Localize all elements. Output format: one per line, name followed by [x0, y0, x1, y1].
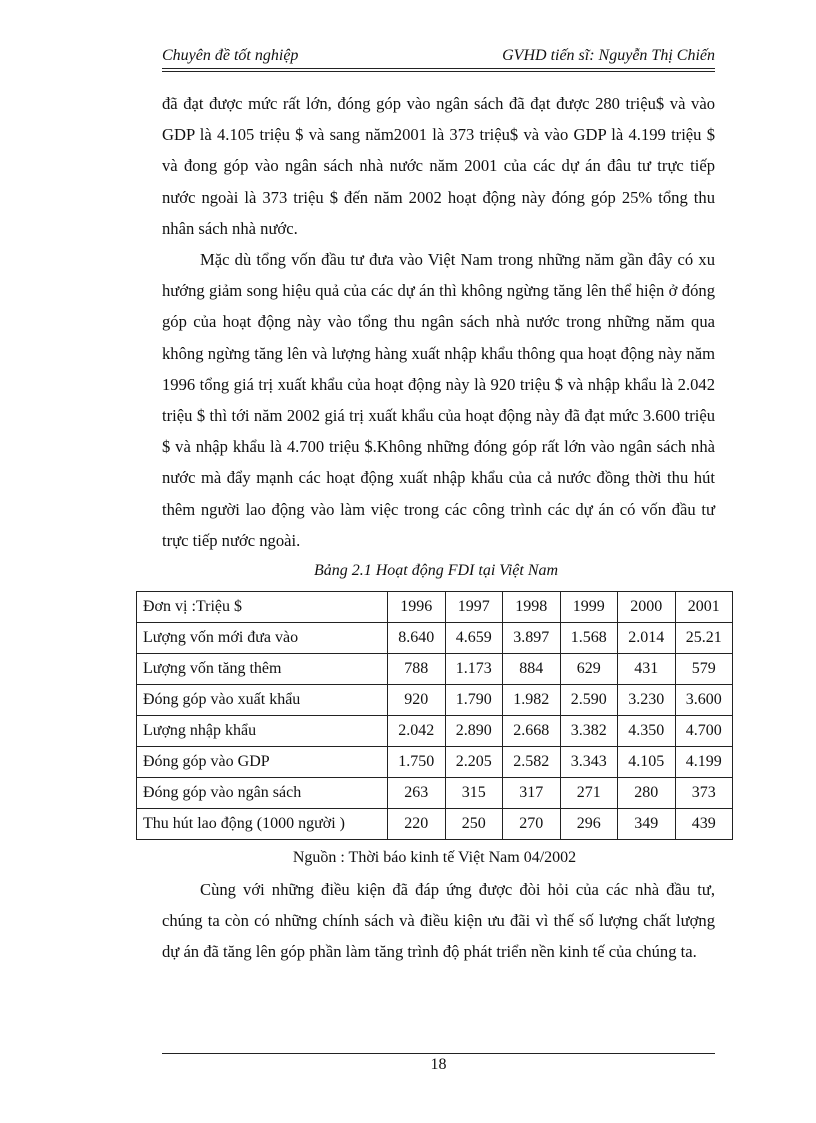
header-right-title: GVHD tiến sĩ: Nguyễn Thị Chiến	[502, 47, 715, 64]
row-label-cell: Đóng góp vào ngân sách	[137, 778, 388, 809]
value-cell: 884	[503, 654, 561, 685]
value-cell: 271	[560, 778, 618, 809]
table-row	[137, 809, 733, 840]
value-cell: 3.382	[560, 716, 618, 747]
year-header-cell: 1996	[388, 592, 446, 623]
value-cell: 2.205	[445, 747, 503, 778]
table-row	[137, 685, 733, 716]
value-cell: 25.21	[675, 623, 733, 654]
table-row	[137, 716, 733, 747]
table-row	[137, 747, 733, 778]
value-cell: 2.042	[388, 716, 446, 747]
value-cell: 2.590	[560, 685, 618, 716]
header-divider	[162, 68, 715, 72]
value-cell: 3.343	[560, 747, 618, 778]
value-cell: 629	[560, 654, 618, 685]
value-cell: 263	[388, 778, 446, 809]
table-row	[137, 778, 733, 809]
year-header-cell: 1998	[503, 592, 561, 623]
value-cell: 1.750	[388, 747, 446, 778]
row-label-cell: Lượng vốn mới đưa vào	[137, 623, 388, 654]
year-header-cell: 2001	[675, 592, 733, 623]
year-header-cell: 1997	[445, 592, 503, 623]
fdi-table	[136, 591, 733, 840]
value-cell: 220	[388, 809, 446, 840]
value-cell: 317	[503, 778, 561, 809]
value-cell: 1.568	[560, 623, 618, 654]
row-label-cell: Thu hút lao động (1000 người )	[137, 809, 388, 840]
value-cell: 1.790	[445, 685, 503, 716]
row-label-cell: Đóng góp vào xuất khẩu	[137, 685, 388, 716]
year-header-cell: 1999	[560, 592, 618, 623]
value-cell: 4.105	[618, 747, 676, 778]
value-cell: 2.668	[503, 716, 561, 747]
table-caption: Bảng 2.1 Hoạt động FDI tại Việt Nam	[313, 562, 559, 579]
table-row	[137, 654, 733, 685]
footer-divider	[162, 1053, 715, 1054]
value-cell: 270	[503, 809, 561, 840]
table-header-row	[137, 592, 733, 623]
paragraph-1: đã đạt được mức rất lớn, đóng góp vào ngân sách đã đạt được 280 triệu$ và vào GDP là 4.105 triệu $ và sang năm2001 là 373 triệu$ và vào GDP là 4.199 triệu $ và đong góp vào ngân sách nhà nước năm 2001 của các dự án đâu tư trực tiếp nước ngoài là 373 triệu $ đến năm 2002 hoạt động này đóng góp 25% tổng thu nhân sách nhà nước.	[162, 94, 715, 238]
value-cell: 1.982	[503, 685, 561, 716]
value-cell: 4.659	[445, 623, 503, 654]
paragraph-2: Mặc dù tổng vốn đầu tư đưa vào Việt Nam trong những năm gần đây có xu hướng giảm song hiệu quả của các dự án thì không ngừng tăng lên thể hiện ở đóng góp của hoạt động này vào tổng thu ngân sách nhà nước trong những năm qua không ngừng tăng lên và lượng hàng xuất nhập khẩu thông qua hoạt động này năm 1996 tổng giá trị xuất khẩu của hoạt động này là 920 triệu $ và nhập khẩu là 2.042 triệu $ thì tới năm 2002 giá trị xuất khẩu của hoạt động này đã đạt mức 3.600 triệu $ và nhập khẩu là 4.700 triệu $.Không những đóng góp rất lớn vào ngân sách nhà nước mà đẩy mạnh các hoạt động xuất nhập khẩu của cả nước đồng thời thu hút thêm người lao động vào làm việc trong các công trình các dự án có vốn đầu tư trực tiếp nước ngoài.	[162, 250, 715, 550]
value-cell: 8.640	[388, 623, 446, 654]
value-cell: 280	[618, 778, 676, 809]
value-cell: 788	[388, 654, 446, 685]
value-cell: 373	[675, 778, 733, 809]
row-label-cell: Lượng nhập khẩu	[137, 716, 388, 747]
closing-text	[162, 874, 715, 968]
value-cell: 431	[618, 654, 676, 685]
value-cell: 920	[388, 685, 446, 716]
value-cell: 3.600	[675, 685, 733, 716]
main-text	[162, 88, 715, 556]
year-header-cell: 2000	[618, 592, 676, 623]
page-header	[162, 46, 715, 66]
value-cell: 296	[560, 809, 618, 840]
value-cell: 439	[675, 809, 733, 840]
table-row	[137, 623, 733, 654]
value-cell: 315	[445, 778, 503, 809]
value-cell: 250	[445, 809, 503, 840]
value-cell: 4.700	[675, 716, 733, 747]
value-cell: 4.199	[675, 747, 733, 778]
value-cell: 1.173	[445, 654, 503, 685]
value-cell: 3.897	[503, 623, 561, 654]
header-left-title: Chuyên đề tốt nghiệp	[162, 47, 299, 64]
value-cell: 2.890	[445, 716, 503, 747]
page-number: 18	[430, 1056, 447, 1073]
value-cell: 3.230	[618, 685, 676, 716]
value-cell: 349	[618, 809, 676, 840]
unit-label-cell: Đơn vị :Triệu $	[137, 592, 388, 623]
value-cell: 2.582	[503, 747, 561, 778]
row-label-cell: Đóng góp vào GDP	[137, 747, 388, 778]
paragraph-3: Cùng với những điều kiện đã đáp ứng được đòi hỏi của các nhà đầu tư, chúng ta còn có những chính sách và điều kiện ưu đãi vì thế số lượng chất lượng dự án đã tăng lên góp phần làm tăng trình độ phát triển nền kinh tế của chúng ta.	[162, 880, 715, 962]
row-label-cell: Lượng vốn tăng thêm	[137, 654, 388, 685]
value-cell: 2.014	[618, 623, 676, 654]
table-source: Nguồn : Thời báo kinh tế Việt Nam 04/2002	[292, 849, 577, 866]
value-cell: 579	[675, 654, 733, 685]
value-cell: 4.350	[618, 716, 676, 747]
